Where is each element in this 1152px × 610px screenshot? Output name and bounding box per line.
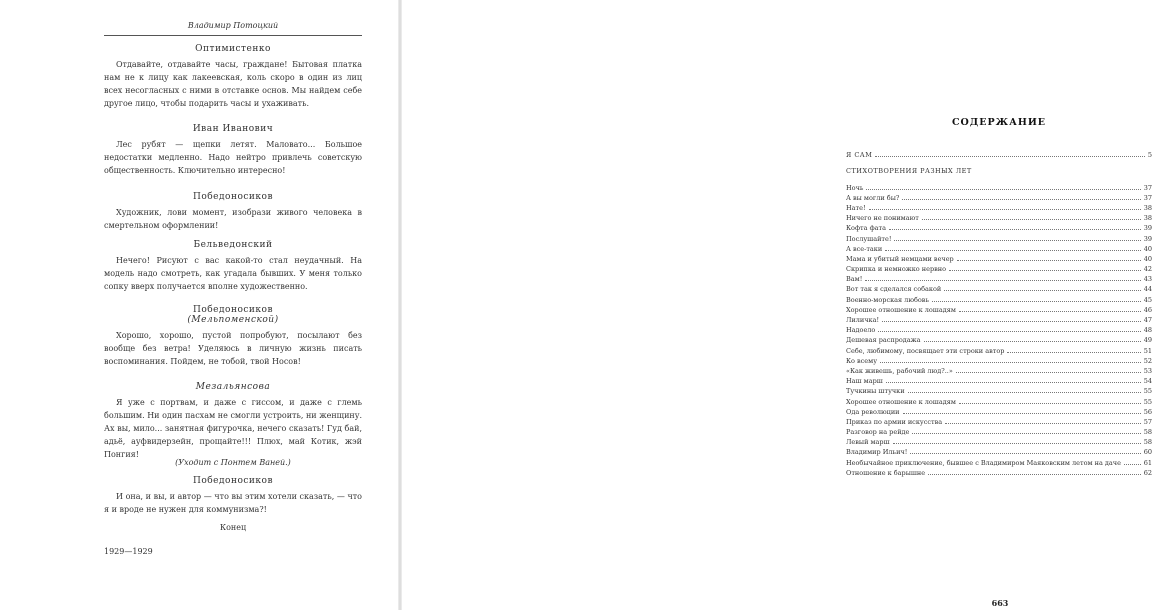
toc-entry-label: СТИХОТВОРЕНИЯ РАЗНЫХ ЛЕТ xyxy=(846,167,972,176)
toc-leader-dots xyxy=(869,209,1141,210)
toc-entry xyxy=(846,406,1152,416)
toc-leader-dots xyxy=(889,229,1141,230)
speaker-name: Мезальянсова xyxy=(195,382,271,392)
toc-entry-page: 45 xyxy=(1143,295,1152,304)
toc-entry-page: 38 xyxy=(1143,203,1152,212)
speaker-name: Победоносиков xyxy=(192,305,274,315)
toc-entry-page: 43 xyxy=(1143,275,1152,284)
toc-section-entry xyxy=(846,149,1152,159)
speech-text: Художник, лови момент, изобрази живого человека в смертельном оформлении! xyxy=(104,208,362,230)
toc-entry-label: Кофта фата xyxy=(846,224,887,233)
toc-entry-label: Вам! xyxy=(846,275,863,284)
left-page xyxy=(0,0,400,610)
toc-entry xyxy=(846,416,1152,426)
toc-entry-label: Дешевая распродажа xyxy=(846,336,921,345)
toc-entry-label: Военно-морская любовь xyxy=(846,295,929,304)
toc-entry xyxy=(846,355,1152,365)
speech-text: Нечего! Рисуют с вас какой-то стал неудачный. На модель надо смотреть, как угадала бывших. У меня только сопку вверх получается вполне художественно. xyxy=(104,256,362,291)
right-page xyxy=(400,0,1152,610)
toc-entry-page: 56 xyxy=(1143,407,1152,416)
toc-entry-page: 52 xyxy=(1143,356,1152,365)
toc-entry-label: Разговор на рейде xyxy=(846,428,910,437)
toc-entry-page: 5 xyxy=(1147,151,1152,160)
toc-entry-label: Надоело xyxy=(846,326,876,335)
toc-leader-dots xyxy=(886,382,1141,383)
toc-entry xyxy=(846,426,1152,436)
speaker-name: Иван Иванович xyxy=(192,124,274,134)
speech-text: Хорошо, хорошо, пустой попробуют, посылают без вообще без ветра! Уделяюсь в личную жизнь писать воспоминания. Пойдем, не тобой, твой Носов! xyxy=(104,331,362,366)
toc-entry-page: 53 xyxy=(1143,366,1152,375)
toc-leader-dots xyxy=(912,433,1140,434)
toc-entry xyxy=(846,222,1152,232)
toc-entry-page: 44 xyxy=(1143,285,1152,294)
dates-block xyxy=(104,547,362,556)
toc-entry-label: Необычайное приключение, бывшее с Владимиром Маяковским летом на даче xyxy=(846,458,1121,467)
toc-entry xyxy=(846,243,1152,253)
end-block xyxy=(104,523,362,532)
header-rule xyxy=(104,35,362,36)
toc-leader-dots xyxy=(959,403,1141,404)
end-mark: Конец xyxy=(219,523,247,532)
running-head: Владимир Потоцкий xyxy=(187,21,279,30)
toc-entry xyxy=(846,263,1152,273)
speaker-note: (Мельпоменской) xyxy=(187,315,279,325)
toc-entry xyxy=(846,456,1152,466)
toc-entry-label: Мама и убитый немцами вечер xyxy=(846,254,954,263)
toc-leader-dots xyxy=(944,290,1141,291)
toc-leader-dots xyxy=(949,270,1141,271)
toc-list xyxy=(846,145,1152,477)
toc-leader-dots xyxy=(903,413,1141,414)
toc-entry-label: А все-таки xyxy=(846,244,883,253)
toc-entry xyxy=(846,212,1152,222)
toc-entry-label: «Как живешь, рабочий люд?..» xyxy=(846,366,953,375)
stage-direction: (Уходит с Понтем Ваней.) xyxy=(175,458,291,467)
toc-section-entry xyxy=(846,165,1152,175)
toc-entry xyxy=(846,181,1152,191)
play-block-2 xyxy=(104,124,362,177)
toc-entry xyxy=(846,375,1152,385)
toc-leader-dots xyxy=(894,240,1140,241)
composition-dates: 1929—1929 xyxy=(104,547,153,556)
toc-entry-label: Лиличка! xyxy=(846,316,880,324)
toc-entry xyxy=(846,192,1152,202)
toc-entry-label: Я САМ xyxy=(846,151,873,160)
page-number: 663 xyxy=(991,598,1009,608)
toc-entry-page: 61 xyxy=(1143,458,1152,467)
speech-text: И она, и вы, и автор — что вы этим хотели сказать, — что я и вроде не нужен для коммунизма?! xyxy=(104,492,362,514)
toc-leader-dots xyxy=(932,301,1141,302)
toc-leader-dots xyxy=(957,260,1141,261)
play-block-8 xyxy=(104,476,362,516)
play-block-5 xyxy=(104,305,362,368)
toc-entry-label: Послушайте! xyxy=(846,234,892,243)
toc-entry-page: 55 xyxy=(1143,387,1152,396)
toc-entry-label: Хорошее отношение к лошадям xyxy=(846,305,956,314)
speaker-name: Победоносиков xyxy=(192,476,274,486)
toc-leader-dots xyxy=(956,372,1141,373)
toc-entry xyxy=(846,436,1152,446)
toc-entry-label: Наш марш xyxy=(846,377,883,386)
toc-entry-page: 62 xyxy=(1143,468,1152,477)
toc-entry-label: Ода революции xyxy=(846,407,900,416)
toc-entry-page: 40 xyxy=(1143,254,1152,263)
toc-entry xyxy=(846,253,1152,263)
toc-leader-dots xyxy=(866,189,1140,190)
toc-entry xyxy=(846,365,1152,375)
toc-leader-dots xyxy=(902,199,1140,200)
toc-entry xyxy=(846,324,1152,334)
speaker-name: Бельведонский xyxy=(193,240,273,250)
toc-leader-dots xyxy=(959,311,1141,312)
toc-entry xyxy=(846,232,1152,242)
toc-entry-label: Ночь xyxy=(846,183,864,192)
toc-leader-dots xyxy=(908,392,1141,393)
speech-text: Лес рубят — щепки летят. Маловато... Большое недостатки медленно. Надо нейтро привлечь советскую общественность. Ключительно интересно! xyxy=(104,140,362,175)
toc-leader-dots xyxy=(910,453,1140,454)
toc-leader-dots xyxy=(924,341,1141,342)
toc-entry-page: 47 xyxy=(1143,316,1152,324)
toc-entry xyxy=(846,314,1152,324)
toc-entry-page: 51 xyxy=(1143,346,1152,355)
toc-entry-page: 60 xyxy=(1143,448,1152,457)
toc-entry xyxy=(846,283,1152,293)
toc-entry-page: 46 xyxy=(1143,305,1152,314)
toc-entry-page: 37 xyxy=(1143,183,1152,192)
toc-entry-label: Левый марш xyxy=(846,438,890,447)
toc-entry xyxy=(846,304,1152,314)
toc-entry xyxy=(846,334,1152,344)
toc-entry-page: 39 xyxy=(1143,234,1152,243)
toc-leader-dots xyxy=(880,362,1141,363)
play-block-3 xyxy=(104,192,362,232)
toc-entry-page: 40 xyxy=(1143,244,1152,253)
toc-entry-page: 49 xyxy=(1143,336,1152,345)
toc-entry-page: 39 xyxy=(1143,224,1152,233)
toc-leader-dots xyxy=(875,156,1144,157)
toc-entry xyxy=(846,385,1152,395)
toc-leader-dots xyxy=(865,280,1140,281)
toc-leader-dots xyxy=(893,443,1141,444)
toc-entry-page: 58 xyxy=(1143,438,1152,447)
toc-entry-label: Скрипка и немножко нервно xyxy=(846,265,947,274)
toc-title: СОДЕРЖАНИЕ xyxy=(951,117,1047,128)
toc-entry xyxy=(846,395,1152,405)
toc-entry-label: Ко всему xyxy=(846,356,878,365)
toc-entry-label: Вот так я сделался собакой xyxy=(846,285,942,294)
toc-leader-dots xyxy=(878,331,1140,332)
toc-entry-label: Ничего не понимают xyxy=(846,214,919,223)
toc-entry-page: 38 xyxy=(1143,214,1152,223)
toc-entry xyxy=(846,467,1152,477)
toc-leader-dots xyxy=(922,219,1141,220)
speaker-name: Оптимистенко xyxy=(195,44,271,54)
speech-text: Отдавайте, отдавайте часы, граждане! Бытовая платка нам не к лицу как лакеевская, коль скоро в один из лиц всех несогласных с ними в отставке основ. Мы найдем себе другое лицо, чтобы подарить часы и ухаживать. xyxy=(104,60,362,108)
speaker-name: Победоносиков xyxy=(192,192,274,202)
toc-entry-label: Хорошее отношение к лошадям xyxy=(846,397,956,406)
toc-entry-label: Тучкины штучки xyxy=(846,387,905,396)
toc-leader-dots xyxy=(945,423,1141,424)
toc-leader-dots xyxy=(1007,352,1140,353)
toc-entry-page: 42 xyxy=(1143,265,1152,274)
toc-entry-label: Отношение к барышне xyxy=(846,468,926,477)
play-block-4 xyxy=(104,240,362,293)
speech-text: Я уже с портвам, и даже с гиссом, и даже с глемь большим. Ни один пасхам не смогли устроить, ни женщину. Ах вы, мило... занятная фигурочка, нечего сказать! Гуд бай, адьё, ауфвидерзейн, прощайте!!! Плюх, май Котик, жэй Понгия! xyxy=(104,398,362,459)
toc-leader-dots xyxy=(928,474,1141,475)
toc-entry xyxy=(846,446,1152,456)
toc-entry-page: 57 xyxy=(1143,417,1152,426)
toc-entry-page: 37 xyxy=(1143,193,1152,202)
toc-entry-label: Себе, любимому, посвящает эти строки автор xyxy=(846,346,1005,355)
toc-leader-dots xyxy=(882,321,1141,322)
toc-entry-label: Нате! xyxy=(846,203,866,212)
toc-entry-page: 54 xyxy=(1143,377,1152,386)
toc-entry-label: А вы могли бы? xyxy=(846,193,900,202)
toc-leader-dots xyxy=(1124,464,1141,465)
toc-entry xyxy=(846,202,1152,212)
play-block-1 xyxy=(104,44,362,110)
toc-entry-page: 58 xyxy=(1143,428,1152,437)
toc-entry xyxy=(846,273,1152,283)
stage-direction-block xyxy=(104,458,362,467)
toc-entry-label: Приказ по армии искусства xyxy=(846,417,943,426)
play-block-6 xyxy=(104,382,362,461)
toc-entry xyxy=(846,344,1152,354)
toc-entry-page: 48 xyxy=(1143,326,1152,335)
toc-leader-dots xyxy=(885,250,1141,251)
toc-entry-label: Владимир Ильич! xyxy=(846,448,908,457)
toc-entry-page: 55 xyxy=(1143,397,1152,406)
toc-entry xyxy=(846,293,1152,303)
